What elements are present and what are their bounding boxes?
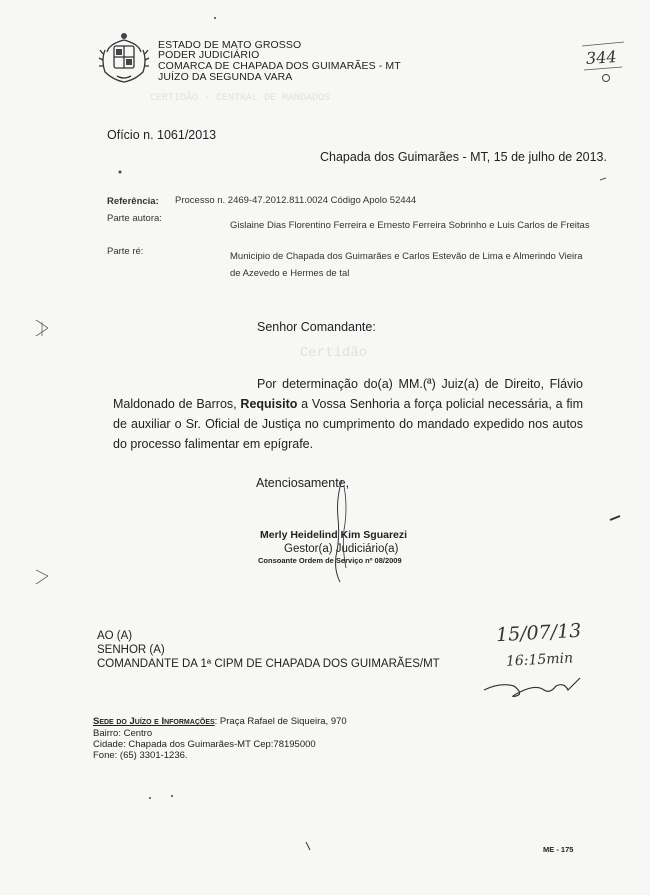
body-bold-word: Requisito	[240, 397, 298, 411]
body-text-part1: Por determinação do(a) MM.(ª) Juiz(a) de Direito, Flávio Maldonado de Barros,	[113, 377, 583, 411]
handwritten-time: 16:15min	[505, 650, 574, 670]
party-defendant-value: Municipio de Chapada dos Guimarães e Carlos Estevão de Lima e Almerindo Vieira de Azevedo e Hermes de tal	[230, 251, 583, 279]
header-state: ESTADO DE MATO GROSSO	[158, 39, 302, 51]
footer-sede-value: : Praça Rafael de Siqueira, 970	[214, 716, 347, 727]
footer-sede-label: Sede do Juízo e Informações	[93, 716, 215, 727]
header-vara: JUÍZO DA SEGUNDA VARA	[158, 71, 293, 83]
page-number-stamp: 344	[585, 46, 618, 69]
signer-note: Consoante Ordem de Serviço nº 08/2009	[258, 556, 402, 565]
reference-value: Processo n. 2469-47.2012.811.0024 Código Apolo 52444	[175, 195, 417, 206]
oficio-number: Ofício n. 1061/2013	[107, 128, 217, 142]
footer-fone: Fone: (65) 3301-1236.	[93, 750, 188, 761]
handwritten-date: 15/07/13	[495, 619, 582, 647]
recipient-line1: AO (A)	[97, 630, 133, 642]
salutation: Senhor Comandante:	[257, 320, 376, 334]
header-comarca: COMARCA DE CHAPADA DOS GUIMARÃES - MT	[158, 60, 401, 72]
signer-title: Gestor(a) Judiciário(a)	[284, 543, 399, 555]
footer-cidade: Cidade: Chapada dos Guimarães-MT Cep:78195000	[93, 739, 316, 750]
body-text-part2: a Vossa Senhoria a força policial necessária, a fim de auxiliar o Sr. Oficial de Justiça no cumprimento do mandado expedido nos autos do processo falimentar em epígrafe.	[113, 397, 583, 451]
footer-bairro: Bairro: Centro	[93, 728, 153, 739]
party-plaintiff-label: Parte autora:	[107, 213, 162, 224]
form-code: ME - 175	[543, 845, 574, 854]
party-defendant-label: Parte ré:	[107, 246, 144, 257]
bleed-through-text: CERTIDÃO · CENTRAL DE MANDADOS	[150, 93, 331, 104]
date-line: Chapada dos Guimarães - MT, 15 de julho de 2013.	[320, 150, 607, 164]
bleed-through-title: Certidão	[300, 345, 368, 361]
reference-label: Referência:	[107, 196, 159, 207]
recipient-line2: SENHOR (A)	[97, 644, 165, 656]
header-power: PODER JUDICIÁRIO	[158, 49, 260, 61]
party-plaintiff-value: Gislaine Dias Florentino Ferreira e Ernesto Ferreira Sobrinho e Luis Carlos de Freitas	[230, 220, 590, 231]
recipient-line3: COMANDANTE DA 1ª CIPM DE CHAPADA DOS GUIMARÃES/MT	[97, 658, 440, 670]
signer-name: Merly Heidelind Kim Sguarezi	[260, 529, 408, 541]
closing: Atenciosamente,	[256, 476, 350, 490]
